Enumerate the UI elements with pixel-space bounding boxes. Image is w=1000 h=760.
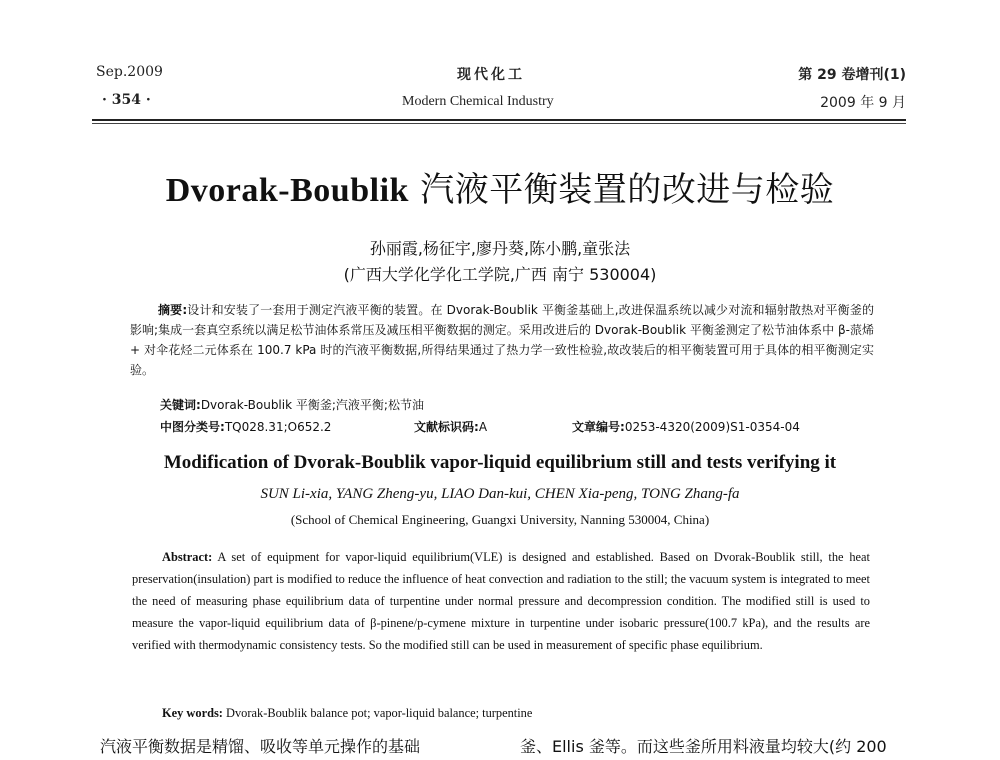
- authors-en: SUN Li-xia, YANG Zheng-yu, LIAO Dan-kui, CHEN Xia-peng, TONG Zhang-fa: [260, 486, 740, 502]
- abstract-cn: [130, 300, 874, 380]
- journal-name-cn: 现代化工: [457, 67, 525, 83]
- abstract-cn-text: 设计和安装了一套用于测定汽液平衡的装置。在 Dvorak-Boublik 平衡釜基础上,改进保温系统以减少对流和辐射散热对平衡釜的影响;集成一套真空系统以满足松节油体系常压及减压相平衡数据的测定。采用改进后的 Dvorak-Boublik 平衡釜测定了松节油体系中 β-蒎烯 + 对伞花烃二元体系在 100.7 kPa 时的汽液平衡数据,所得结果通过了热力学一致性检验,故改装后的相平衡装置可用于具体的相平衡测定实验。: [130, 303, 874, 377]
- journal-name-en: Modern Chemical Industry: [402, 94, 554, 109]
- keywords-en: [162, 706, 532, 721]
- paper-title-latin: Dvorak-Boublik: [165, 172, 409, 209]
- keywords-cn: [160, 396, 424, 413]
- clc-label: 中图分类号:: [160, 420, 225, 434]
- article-label: 文章编号:: [572, 420, 625, 434]
- keywords-cn-label: 关键词:: [160, 398, 201, 412]
- clc-number: [160, 418, 331, 435]
- keywords-en-text: Dvorak-Boublik balance pot; vapor-liquid balance; turpentine: [226, 706, 533, 720]
- authors-cn: 孙丽霞,杨征宇,廖丹葵,陈小鹏,童张法: [369, 239, 631, 258]
- paper-title-en: Modification of Dvorak-Boublik vapor-liquid equilibrium still and tests verifying it: [163, 452, 837, 473]
- clc-value: TQ028.31;O652.2: [224, 420, 332, 434]
- affiliation-en: (School of Chemical Engineering, Guangxi University, Nanning 530004, China): [290, 512, 710, 527]
- header-date-cn: 2009 年 9 月: [820, 95, 906, 111]
- article-value: 0253-4320(2009)S1-0354-04: [624, 420, 800, 434]
- abstract-cn-label: 摘要:: [158, 303, 188, 317]
- keywords-cn-text: Dvorak-Boublik 平衡釜;汽液平衡;松节油: [200, 398, 424, 412]
- body-text-right: 釜、Ellis 釜等。而这些釜所用料液量均较大(约 200: [520, 737, 887, 756]
- paper-title: [0, 170, 1000, 211]
- abstract-en-text: A set of equipment for vapor-liquid equilibrium(VLE) is designed and established. Based on Dvorak-Boublik still, the heat preservation(insulation) part is modified to reduce the influence of heat convection and radiation to the still; the vacuum system is integrated to meet the need of measuring phase equilibrium data of turpentine under normal pressure and decompression condition. The modified still is used to measure the vapor-liquid equilibrium data of β-pinene/p-cymene mixture in turpentine under isobaric pressure(100.7 kPa), and the results are verified with thermodynamic consistency tests. So the modified still can be used in measurement of specific phase equilibrium.: [132, 550, 870, 652]
- doc-code: [414, 418, 487, 435]
- keywords-en-label: Key words:: [162, 706, 223, 720]
- paper-title-cjk: 汽液平衡装置的改进与检验: [408, 170, 835, 210]
- page-number: · 354 ·: [102, 92, 151, 108]
- volume-info: 第 29 卷增刊(1): [798, 67, 906, 83]
- header-rule: [92, 119, 906, 121]
- header-rule-thin: [92, 123, 906, 124]
- article-number: [572, 418, 800, 435]
- affiliation-cn: (广西大学化学化工学院,广西 南宁 530004): [343, 265, 657, 284]
- header-date-en: Sep.2009: [96, 64, 163, 80]
- doc-value: A: [478, 420, 488, 434]
- abstract-en-label: Abstract:: [162, 550, 213, 564]
- body-text-left: 汽液平衡数据是精馏、吸收等单元操作的基础: [100, 737, 421, 756]
- abstract-en: [132, 546, 870, 656]
- doc-label: 文献标识码:: [414, 420, 479, 434]
